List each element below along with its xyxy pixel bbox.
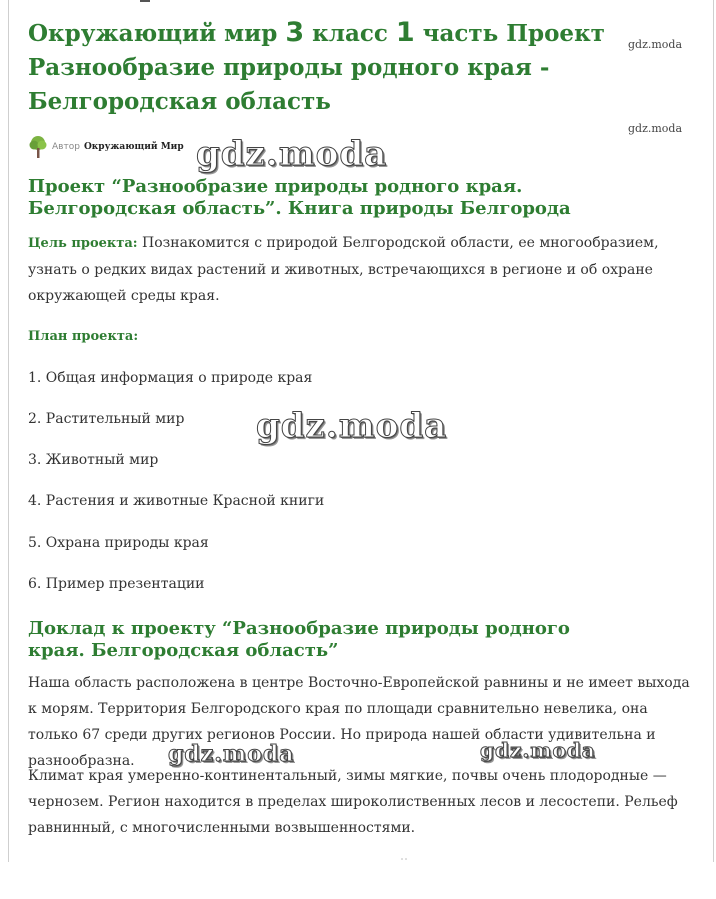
plan-item: 4. Растения и животные Красной книги bbox=[28, 493, 325, 509]
goal-label: Цель проекта: bbox=[28, 236, 138, 251]
goal-paragraph bbox=[28, 230, 696, 309]
top-mark bbox=[140, 0, 150, 2]
author-line bbox=[28, 134, 184, 160]
title-part-number: 1 bbox=[395, 17, 415, 48]
plan-item: 3. Животный мир bbox=[28, 452, 159, 468]
author-link[interactable]: Окружающий Мир bbox=[83, 142, 184, 152]
section1-heading: Проект “Разнообразие природы родного края. Белгородская область”. Книга природы Белгорода bbox=[28, 176, 571, 219]
title-text-3: часть Проект Разнообразие природы родного края - Белгородская область bbox=[28, 20, 605, 115]
author-label: Автор bbox=[52, 142, 80, 152]
plan-item: 5. Охрана природы края bbox=[28, 535, 209, 551]
title-text-2: класс bbox=[304, 20, 396, 47]
watermark-large: gdz.moda bbox=[256, 406, 448, 446]
section2-heading: Доклад к проекту “Разнообразие природы родного края. Белгородская область” bbox=[28, 618, 570, 661]
tree-icon bbox=[28, 135, 48, 159]
plan-item: 2. Растительный мир bbox=[28, 411, 185, 427]
report-paragraph-2: Климат края умеренно-континентальный, зимы мягкие, почвы очень плодородные — чернозем. Регион находится в пределах широколиственных лесов и лесостепи. Рельеф равнинный, с многочисленными возвышенностями. bbox=[28, 768, 678, 836]
page-title bbox=[28, 16, 678, 119]
goal-text: Познакомится с природой Белгородской области, ее многообразием, узнать о редких видах растений и животных, встречающихся в регионе и об охране окружающей среды края. bbox=[28, 235, 659, 304]
plan-item: 1. Общая информация о природе края bbox=[28, 370, 313, 386]
bottom-mark: ˙˙ bbox=[400, 858, 408, 867]
left-border bbox=[8, 0, 9, 862]
watermark-small: gdz.moda bbox=[628, 122, 683, 135]
plan-label: План проекта: bbox=[28, 329, 139, 344]
title-grade: 3 bbox=[285, 17, 305, 48]
report-paragraph-1: Наша область расположена в центре Восточно-Европейской равнины и не имеет выхода к морям. Территория Белгородского края по площади сравнительно невелика, она только 67 среди других регионов России. Но природа нашей области удивительна и разнообразна. bbox=[28, 675, 690, 769]
title-text-1: Окружающий мир bbox=[28, 20, 286, 47]
watermark-large: gdz.moda bbox=[480, 738, 596, 762]
watermark-large: gdz.moda bbox=[168, 741, 295, 767]
plan-item: 6. Пример презентации bbox=[28, 576, 205, 592]
right-border bbox=[713, 0, 714, 862]
watermark-small: gdz.moda bbox=[628, 38, 683, 51]
watermark-large: gdz.moda bbox=[196, 134, 388, 174]
